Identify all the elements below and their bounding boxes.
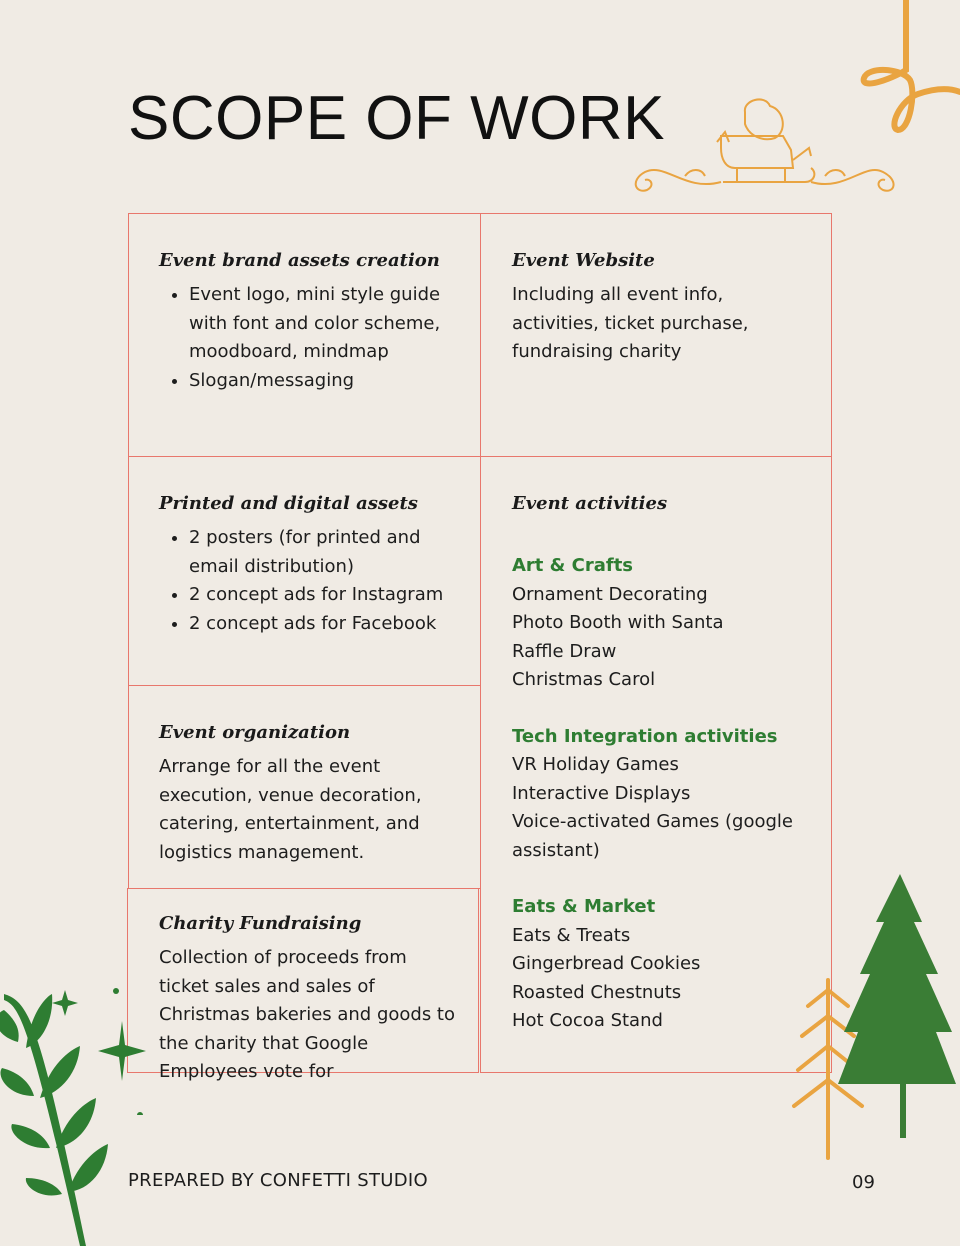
list-item: • Event logo, mini style guide with font and color scheme, moodboard, mindmap	[189, 281, 460, 367]
brand-assets-list	[159, 281, 460, 395]
page-number: 09	[852, 1172, 875, 1193]
list-item: Ornament Decorating	[512, 583, 708, 605]
list-item: Christmas Carol	[512, 669, 656, 690]
list-item: Voice-activated Games (google assistant)	[512, 811, 794, 861]
list-item: Eats & Treats	[512, 924, 631, 946]
activities-heading: Event activities	[512, 493, 668, 514]
list-item: Photo Booth with Santa	[512, 612, 724, 633]
list-item: Hot Cocoa Stand	[512, 1010, 663, 1031]
list-item: • 2 posters (for printed and email distribution)	[189, 524, 460, 581]
website-box	[480, 213, 832, 457]
group-title-art: Art & Crafts	[512, 555, 634, 576]
printed-assets-box	[128, 456, 481, 686]
list-item: • Slogan/messaging	[189, 367, 460, 396]
activities-box	[480, 456, 832, 1073]
page-title: SCOPE OF WORK	[128, 84, 665, 153]
printed-assets-list	[159, 524, 460, 638]
organization-heading: Event organization	[159, 722, 351, 743]
brand-assets-box	[128, 213, 481, 457]
organization-body: Arrange for all the event execution, venue decoration, catering, entertainment, and logistics management.	[159, 756, 422, 863]
sparkle-icon	[0, 985, 160, 1115]
charity-heading: Charity Fundraising	[159, 913, 362, 934]
group-title-eats: Eats & Market	[512, 896, 656, 917]
sleigh-icon	[625, 92, 905, 202]
christmas-tree-icon	[830, 870, 960, 1140]
printed-assets-heading: Printed and digital assets	[159, 493, 418, 514]
footer-prepared-by: PREPARED BY CONFETTI STUDIO	[128, 1170, 428, 1191]
brand-assets-heading: Event brand assets creation	[159, 250, 440, 271]
list-item: Raffle Draw	[512, 640, 617, 662]
list-item: • 2 concept ads for Instagram	[189, 581, 460, 610]
charity-body: Collection of proceeds from ticket sales and sales of Christmas bakeries and goods to the charity that Google Employees vote for	[159, 947, 455, 1082]
organization-box	[128, 685, 481, 889]
website-heading: Event Website	[512, 250, 655, 271]
list-item: Gingerbread Cookies	[512, 953, 701, 974]
website-body: Including all event info, activities, ticket purchase, fundraising charity	[512, 284, 749, 362]
charity-box	[127, 888, 479, 1082]
list-item: Interactive Displays	[512, 782, 691, 804]
list-item: VR Holiday Games	[512, 754, 679, 775]
list-item: Roasted Chestnuts	[512, 981, 682, 1003]
group-title-tech: Tech Integration activities	[512, 725, 778, 747]
list-item: • 2 concept ads for Facebook	[189, 610, 460, 639]
